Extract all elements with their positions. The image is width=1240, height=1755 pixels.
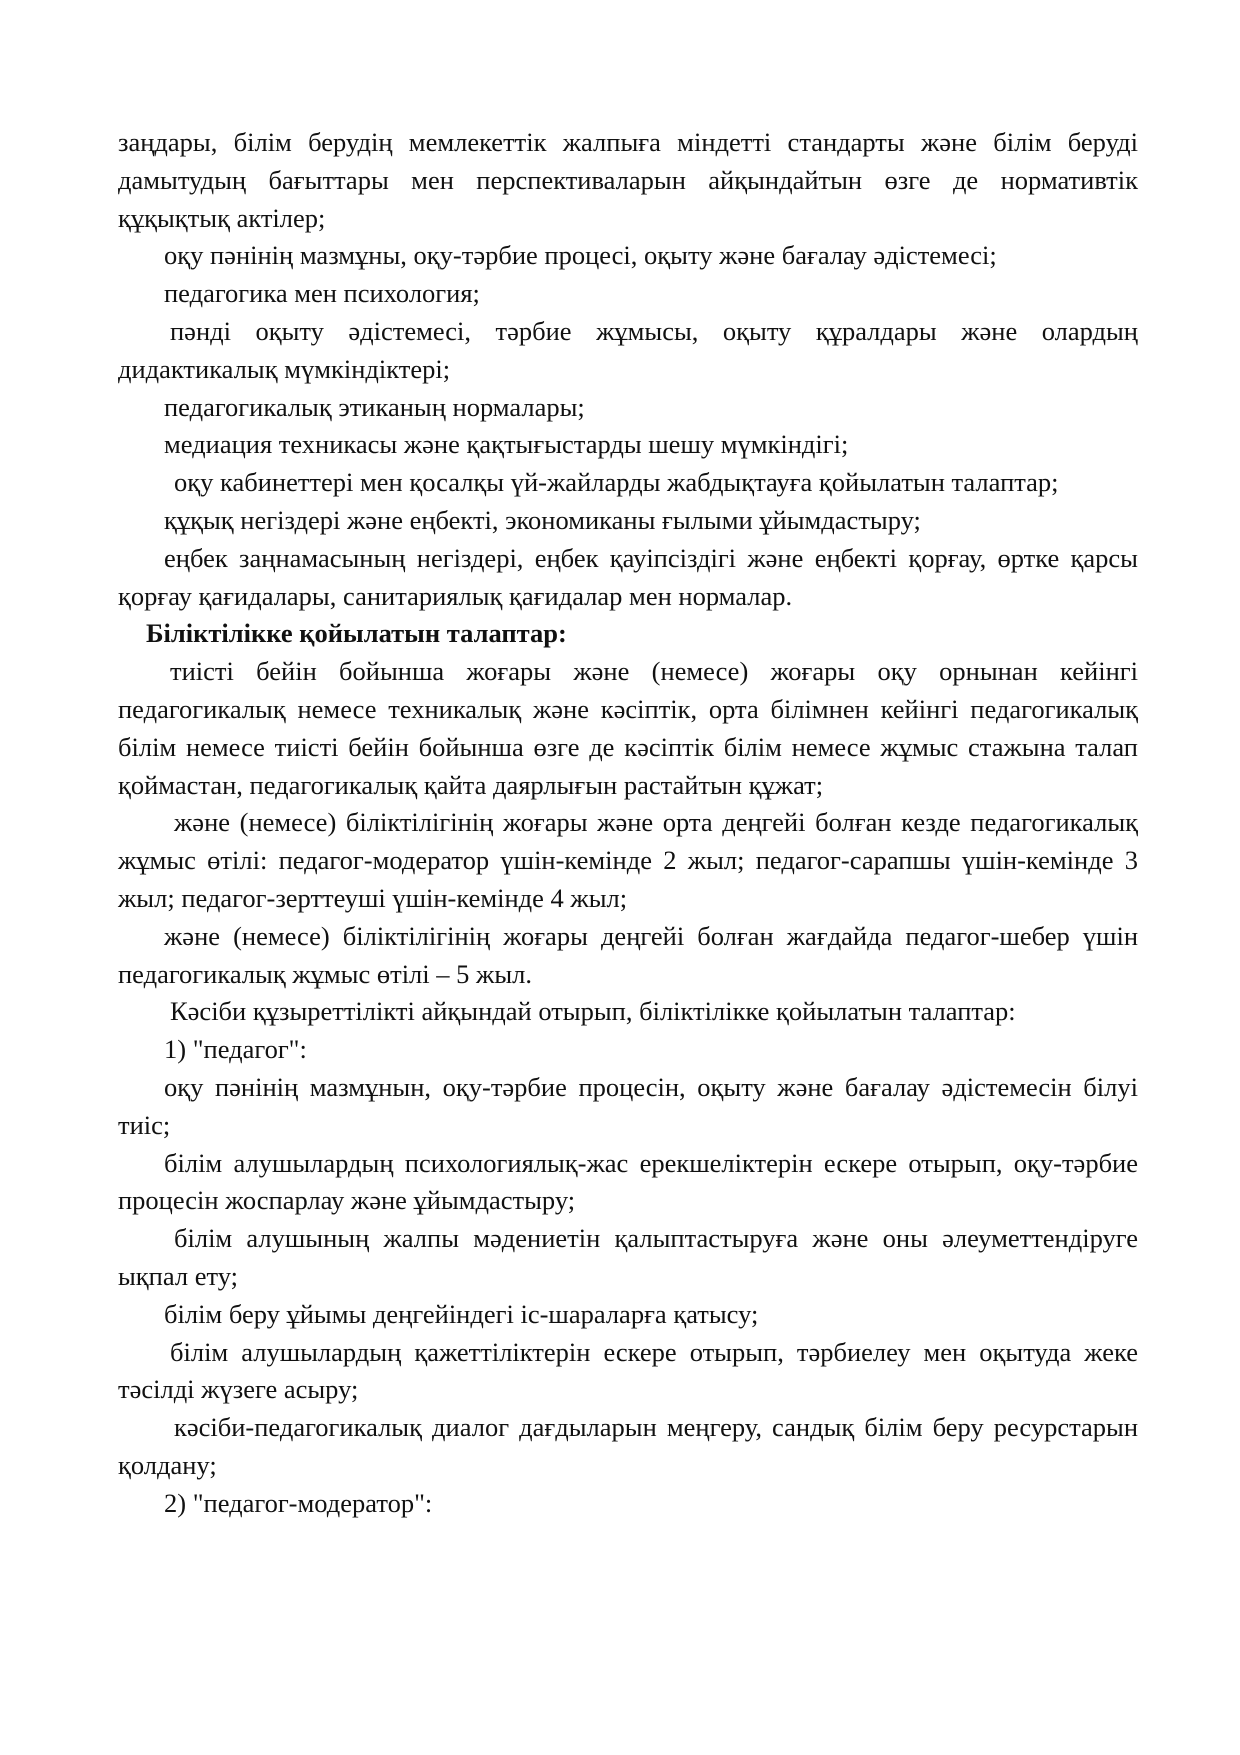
paragraph-master-experience: және (немесе) біліктілігінің жоғары деңгейі болған жағдайда педагог-шебер үшін педагогикалық жұмыс өтілі – 5 жыл. <box>118 920 1138 989</box>
paragraph-planning-process: білім алушылардың психологиялық-жас ерекшеліктерін ескере отырып, оқу-тәрбие процесін жоспарлау және ұйымдастыру; <box>118 1147 1138 1216</box>
paragraph-classroom-requirements: оқу кабинеттері мен қосалқы үй-жайларды жабдықтауға қойылатын талаптар; <box>174 467 1059 498</box>
list-item-teacher-heading: 1) "педагог": <box>164 1034 307 1065</box>
paragraph-competence-intro: Кәсіби құзыреттілікті айқындай отырып, біліктілікке қойылатын талаптар: <box>170 996 1016 1027</box>
paragraph-experience-requirement: және (немесе) біліктілігінің жоғары және орта деңгейі болған кезде педагогикалық жұмыс өтілі: педагог-модератор үшін-кемінде 2 жыл; педагог-сарапшы үшін-кемінде 3 жыл; педагог-зерттеуші үшін-кемінде 4 жыл; <box>118 807 1138 913</box>
paragraph-digital-resources: кәсіби-педагогикалық диалог дағдыларын меңгеру, сандық білім беру ресурстарын қолдану; <box>118 1412 1138 1480</box>
paragraph-ethics-norms: педагогикалық этиканың нормалары; <box>164 391 585 422</box>
paragraph-general-culture: білім алушының жалпы мәдениетін қалыптастыруға және оны әлеуметтендіруге ықпал ету; <box>118 1223 1138 1291</box>
paragraph-teaching-methodology: пәнді оқыту әдістемесі, тәрбие жұмысы, оқыту құралдары және олардың дидактикалық мүмкіндіктері; <box>118 315 1138 384</box>
paragraph-law-basics: құқық негіздері және еңбекті, экономиканы ғылыми ұйымдастыру; <box>164 504 921 535</box>
paragraph-mediation: медиация техникасы және қақтығыстарды шешу мүмкіндігі; <box>164 429 849 460</box>
section-heading-qualification: Біліктілікке қойылатын талаптар: <box>146 618 567 649</box>
list-item-moderator-heading: 2) "педагог-модератор": <box>164 1487 433 1518</box>
paragraph-education-requirement: тиісті бейін бойынша жоғары және (немесе) жоғары оқу орнынан кейінгі педагогикалық немесе техникалық және кәсіптік, орта білімнен кейінгі педагогикалық білім немесе тиісті бейін бойынша өзге де кәсіптік білім немесе жұмыс стажына талап қоймастан, педагогикалық қайта даярлығын растайтын құжат; <box>118 656 1138 800</box>
paragraph-labor-legislation: еңбек заңнамасының негіздері, еңбек қауіпсіздігі және еңбекті қорғау, өртке қарсы қорғау қағидалары, санитариялық қағидалар мен нормалар. <box>118 542 1138 611</box>
paragraph-subject-content: оқу пәнінің мазмұны, оқу-тәрбие процесі, оқыту және бағалау әдістемесі; <box>164 240 997 271</box>
paragraph-events-participation: білім беру ұйымы деңгейіндегі іс-шараларға қатысу; <box>164 1298 759 1329</box>
paragraph-pedagogy-psychology: педагогика мен психология; <box>164 278 480 309</box>
paragraph-individual-approach: білім алушылардың қажеттіліктерін ескере отырып, тәрбиелеу мен оқытуда жеке тәсілді жүзеге асыру; <box>118 1336 1138 1405</box>
document-body <box>118 124 1138 1522</box>
paragraph-know-subject: оқу пәнінің мазмұнын, оқу-тәрбие процесін, оқыту және бағалау әдістемесін білуі тиіс; <box>118 1071 1138 1140</box>
paragraph-laws-continuation: заңдары, білім берудің мемлекеттік жалпыға міндетті стандарты және білім беруді дамытудың бағыттары мен перспективаларын айқындайтын өзге де нормативтік құқықтық актілер; <box>118 127 1138 233</box>
